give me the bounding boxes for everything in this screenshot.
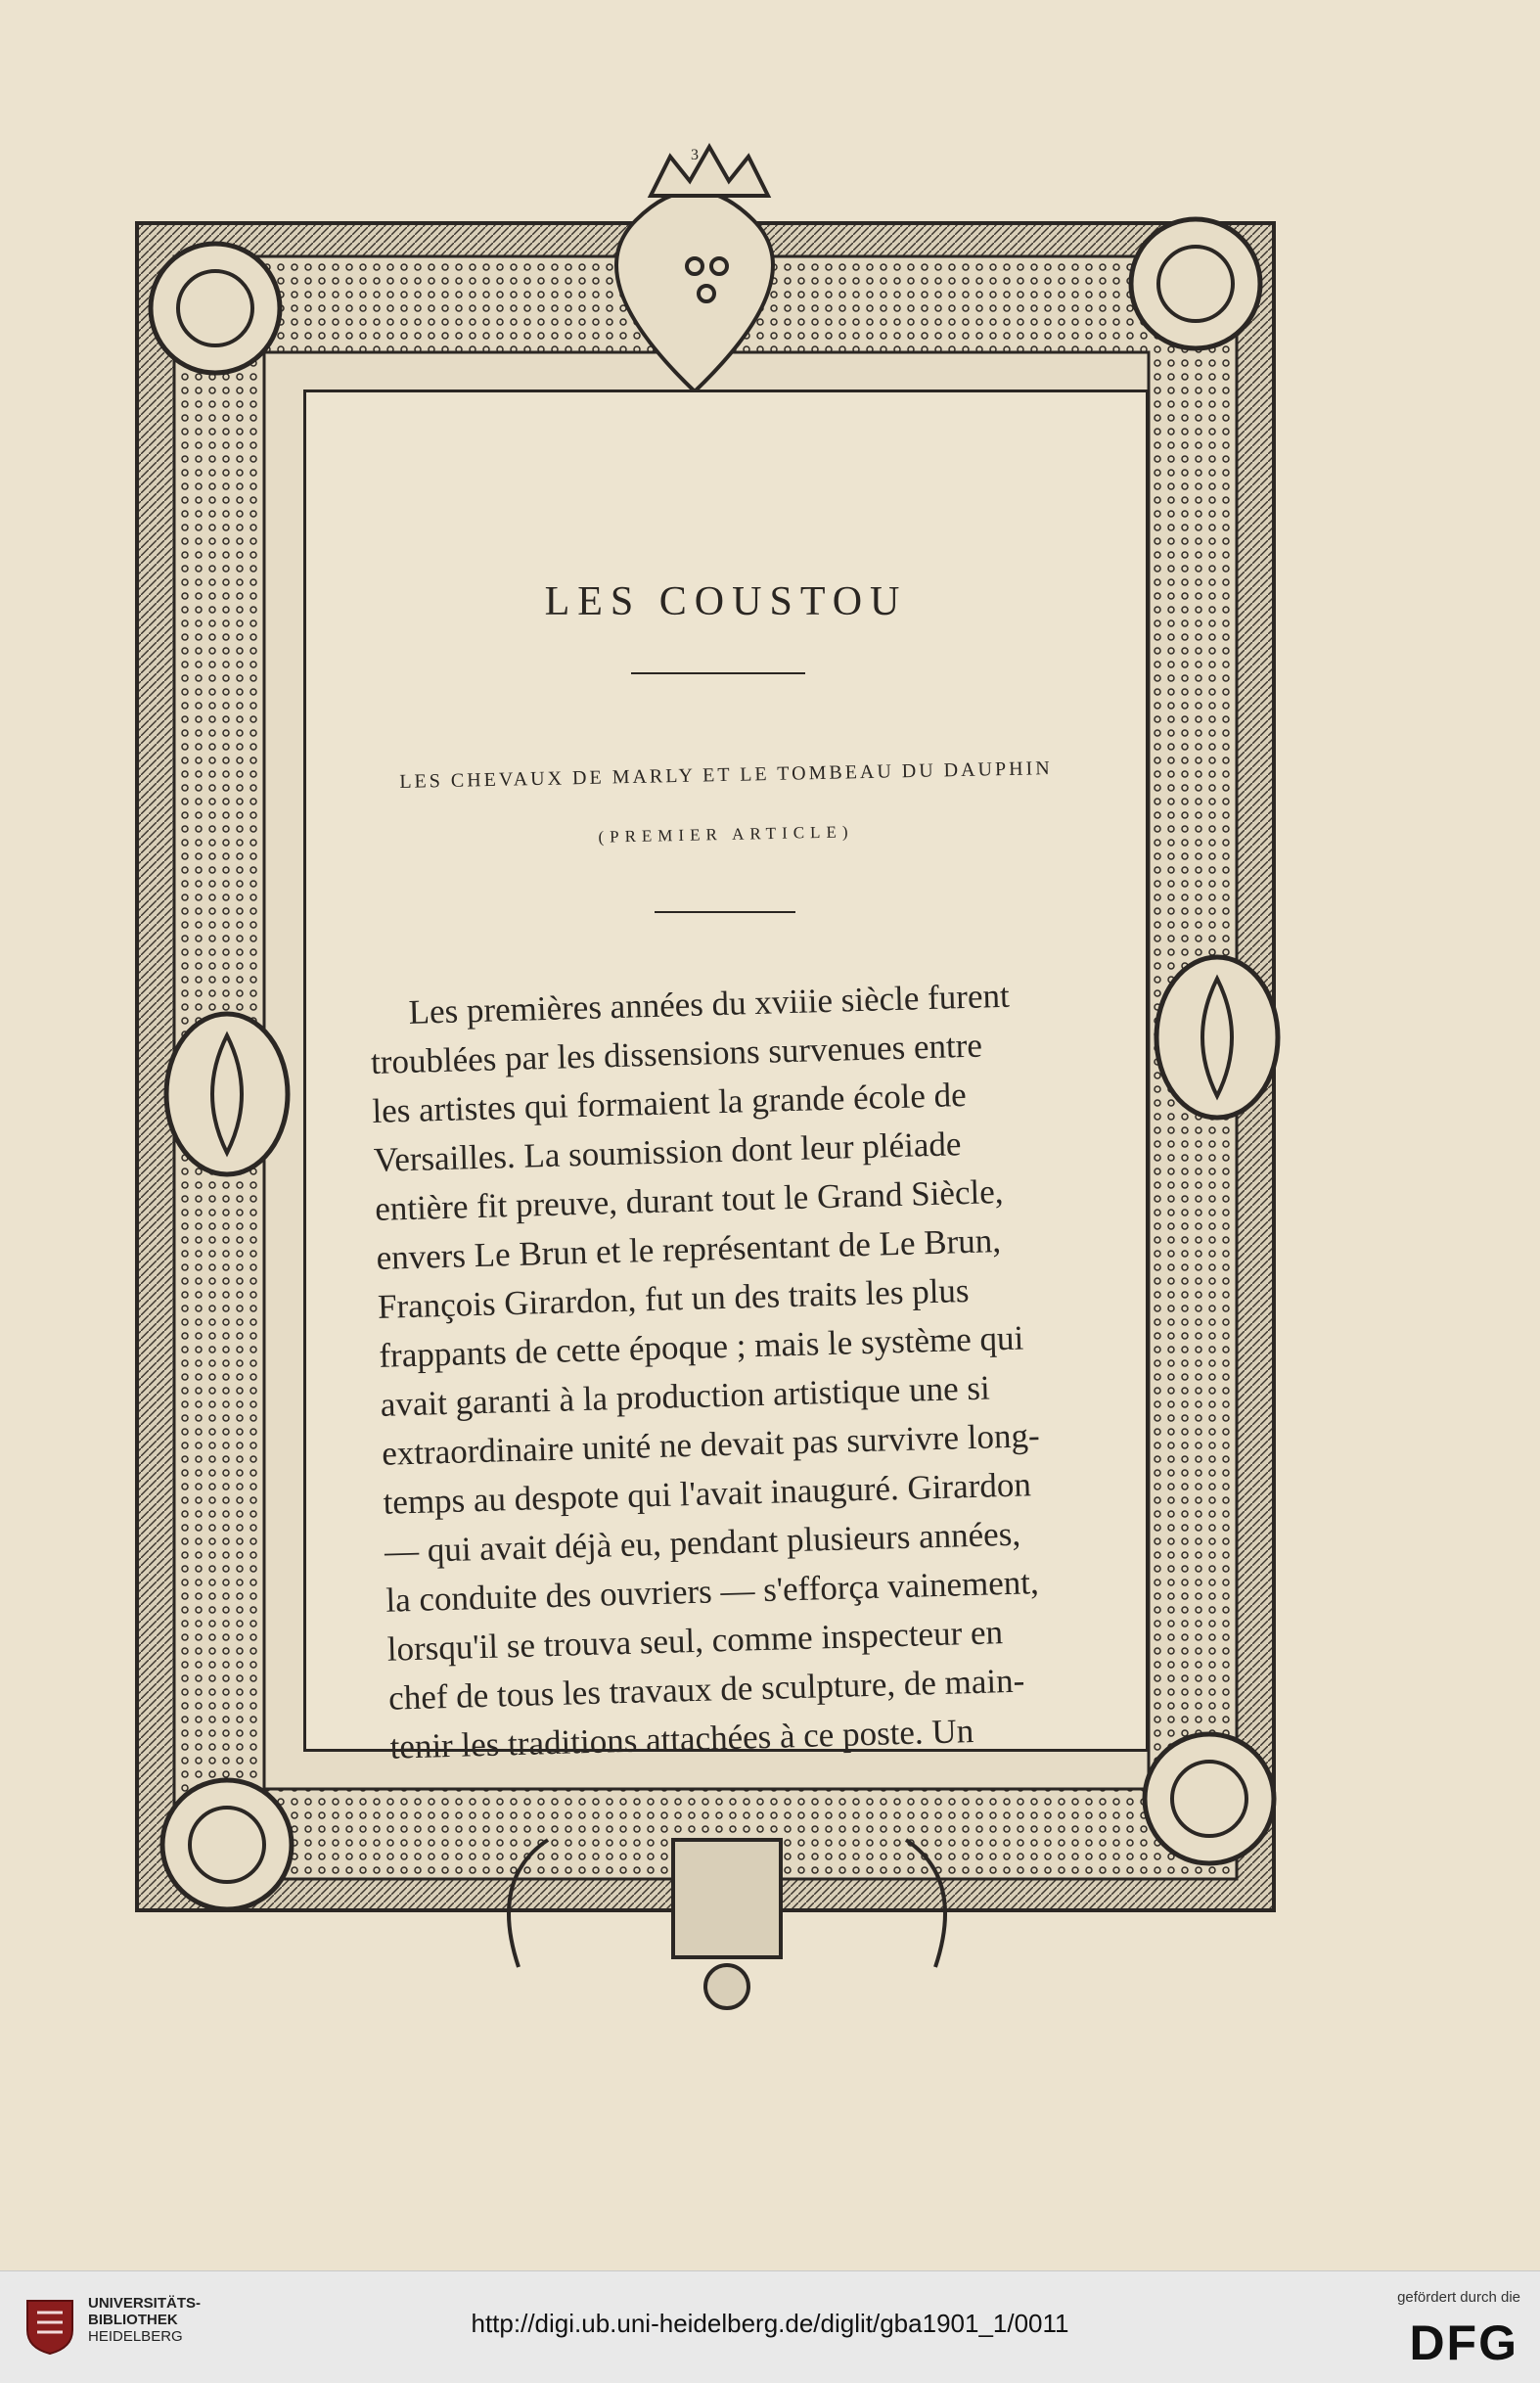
viewer-footer — [0, 2270, 1540, 2383]
body-line: les artistes qui formaient la grande école de — [371, 1075, 968, 1130]
body-line: lorsqu'il se trouva seul, comme inspecteur en — [386, 1613, 1004, 1669]
body-line: envers Le Brun et le représentant de Le Brun, — [376, 1221, 1002, 1277]
body-line: Versailles. La soumission dont leur pléiade — [373, 1124, 962, 1179]
funding-note: gefördert durch die — [1397, 2289, 1520, 2306]
text-panel — [303, 390, 1149, 1766]
body-line: — qui avait déjà eu, pendant plusieurs années, — [384, 1514, 1021, 1571]
body-line: avait garanti à la production artistique une si — [380, 1368, 991, 1424]
body-line: entière fit preuve, durant tout le Grand Siècle, — [374, 1171, 1004, 1228]
divider-rule — [631, 672, 805, 674]
body-line: extraordinaire unité ne devait pas survivre long- — [381, 1416, 1041, 1473]
body-line: tenir les traditions attachées à ce poste. Un — [389, 1712, 974, 1766]
body-line: Les premières années du xviiie siècle furent — [408, 976, 1011, 1031]
dfg-logo: DFG — [1409, 2315, 1518, 2370]
divider-rule — [655, 911, 795, 913]
body-line: troublées par les dissensions survenues entre — [370, 1026, 983, 1081]
permalink-url[interactable]: http://digi.ub.uni-heidelberg.de/diglit/gba1901_1/0011 — [471, 2309, 1069, 2338]
body-line: frappants de cette époque ; mais le système qui — [378, 1318, 1024, 1375]
library-line: BIBLIOTHEK — [88, 2312, 178, 2328]
body-line: la conduite des ouvriers — s'efforça vainement, — [385, 1563, 1040, 1620]
article-title: LES COUSTOU — [544, 579, 908, 624]
body-line: temps au despote qui l'avait inauguré. Girardon — [383, 1465, 1032, 1522]
article-part: (PREMIER ARTICLE) — [598, 822, 854, 847]
article-subtitle: LES CHEVAUX DE MARLY ET LE TOMBEAU DU DAUPHIN — [399, 757, 1053, 793]
library-line: UNIVERSITÄTS- — [88, 2295, 202, 2312]
body-line: chef de tous les travaux de sculpture, de main- — [387, 1661, 1025, 1718]
body-line: François Girardon, fut un des traits les plus — [377, 1270, 970, 1326]
library-line: HEIDELBERG — [88, 2328, 183, 2345]
page-number: 3 — [691, 147, 699, 163]
article-body — [369, 969, 1114, 1771]
